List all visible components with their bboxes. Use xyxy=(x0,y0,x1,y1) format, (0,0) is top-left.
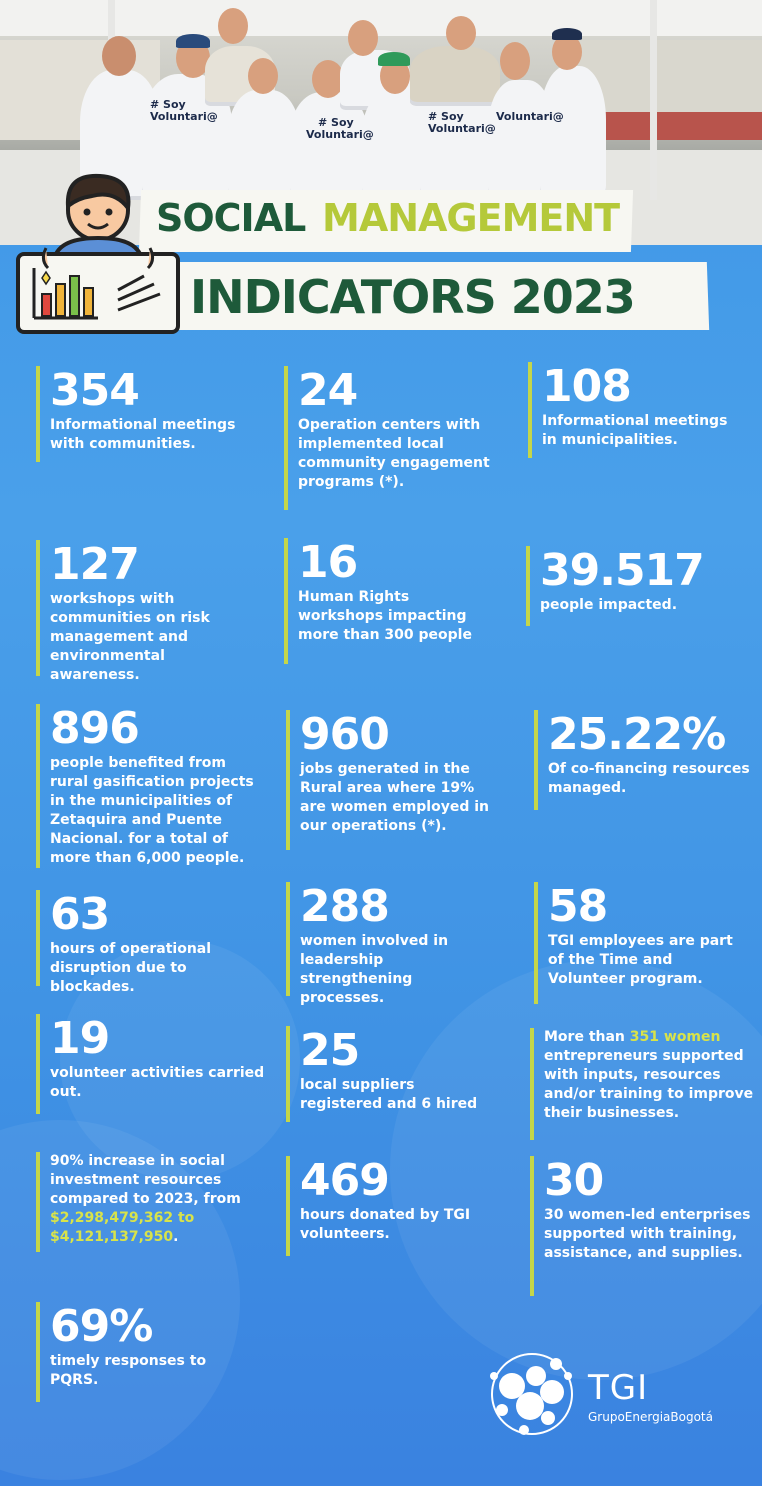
desc-end: . xyxy=(173,1229,179,1245)
indicator-description: Informational meetings with communities. xyxy=(50,417,236,452)
volunteer xyxy=(540,66,606,200)
volunteer-head xyxy=(248,58,278,94)
indicator-description: jobs generated in the Rural area where 19% are women employed in our operations (*). xyxy=(300,761,489,834)
tgi-logo xyxy=(484,1346,744,1446)
indicator-value: 63 xyxy=(50,889,110,940)
indicator-value: 16 xyxy=(298,537,358,588)
shirt-text: Voluntari@ xyxy=(496,110,564,123)
indicator-value: 354 xyxy=(50,365,139,416)
desc-suffix: entrepreneurs supported with inputs, resources and/or training to improve their businesses. xyxy=(544,1048,754,1121)
indicator-card xyxy=(526,546,745,626)
indicator-description: 30 women-led enterprises supported with training, assistance, and supplies. xyxy=(544,1207,751,1261)
desc-text: 90% increase in social investment resources compared to 2023, from xyxy=(50,1153,241,1207)
indicator-value: 58 xyxy=(548,881,608,932)
indicator-value: 896 xyxy=(50,703,139,754)
bubbles-logo-icon xyxy=(484,1346,580,1442)
indicator-description: Operation centers with implemented local community engagement programs (*). xyxy=(298,417,490,490)
indicator-description: TGI employees are part of the Time and Volunteer program. xyxy=(548,933,733,987)
indicator-card xyxy=(534,710,753,810)
brick-wall xyxy=(600,112,762,140)
logo-name: TGI xyxy=(588,1368,649,1408)
volunteer-head xyxy=(102,36,136,76)
indicator-card xyxy=(528,362,747,458)
volunteer-head xyxy=(446,16,476,50)
indicator-description: Human Rights workshops impacting more than 300 people xyxy=(298,589,472,643)
indicator-description: timely responses to PQRS. xyxy=(50,1353,207,1388)
shirt-text: # Soy xyxy=(318,116,354,129)
indicator-description xyxy=(544,1028,754,1123)
indicator-description: volunteer activities carried out. xyxy=(50,1065,265,1100)
indicator-description: Informational meetings in municipalities. xyxy=(542,413,728,448)
indicator-value: 30 xyxy=(544,1155,604,1206)
indicator-card xyxy=(36,889,266,995)
cap xyxy=(378,52,410,66)
logo-subtitle: GrupoEnergiaBogotá xyxy=(588,1410,713,1424)
indicator-description: hours of operational disruption due to blockades. xyxy=(50,941,212,995)
indicator-card xyxy=(286,710,500,850)
indicator-description: people benefited from rural gasification projects in the municipalities of Zetaquira and Puente Nacional. for a total of more than 6,000 people. xyxy=(50,755,254,866)
indicator-value: 24 xyxy=(298,365,358,416)
volunteer-head xyxy=(218,8,248,44)
shirt-text: # Soy xyxy=(428,110,464,123)
women-entrepreneurs-card xyxy=(530,1028,754,1140)
shirt-text: Voluntari@ xyxy=(428,122,496,135)
highlight-value: 351 women xyxy=(629,1029,721,1045)
indicator-description: local suppliers registered and 6 hired xyxy=(300,1077,478,1112)
indicator-value: 288 xyxy=(300,881,389,932)
indicator-value: 25 xyxy=(300,1025,360,1076)
volunteer xyxy=(410,46,500,106)
indicator-description: workshops with communities on risk management and environmental awareness. xyxy=(50,591,210,683)
indicator-value: 127 xyxy=(50,539,139,590)
indicator-description: Of co-financing resources managed. xyxy=(548,761,750,796)
shirt-text: # Soy xyxy=(150,98,186,111)
indicator-card xyxy=(534,882,753,1004)
indicator-card xyxy=(286,881,500,1006)
highlight-value: $2,298,479,362 to $4,121,137,950 xyxy=(50,1210,195,1245)
volunteer-head xyxy=(500,42,530,80)
title-social: SOCIAL xyxy=(156,196,306,240)
indicator-value: 69% xyxy=(50,1301,153,1352)
cap xyxy=(176,34,210,48)
shirt-text: Voluntari@ xyxy=(150,110,218,123)
indicator-card xyxy=(36,704,266,868)
indicator-card xyxy=(36,366,250,462)
indicator-card xyxy=(36,1014,266,1114)
mascot-chart-icon xyxy=(14,168,184,338)
indicator-card xyxy=(530,1156,754,1296)
indicator-card xyxy=(286,1026,500,1122)
indicator-description xyxy=(50,1152,260,1247)
indicator-value: 960 xyxy=(300,709,389,760)
title-indicators: INDICATORS 2023 xyxy=(190,270,635,324)
investment-card xyxy=(36,1152,260,1252)
indicator-value: 469 xyxy=(300,1155,389,1206)
indicator-description: women involved in leadership strengthening processes. xyxy=(300,933,449,1006)
indicator-card xyxy=(36,1302,250,1402)
indicator-value: 19 xyxy=(50,1013,110,1064)
cap xyxy=(552,28,582,40)
indicator-card xyxy=(286,1156,500,1256)
desc-prefix: More than xyxy=(544,1029,630,1045)
shirt-text: Voluntari@ xyxy=(306,128,374,141)
indicator-value: 108 xyxy=(542,361,631,412)
title-management: MANAGEMENT xyxy=(322,196,620,240)
indicator-description: hours donated by TGI volunteers. xyxy=(300,1207,471,1242)
indicator-card xyxy=(284,538,498,664)
indicator-card xyxy=(36,539,250,683)
indicator-description: people impacted. xyxy=(540,597,678,613)
volunteer-head xyxy=(348,20,378,56)
indicator-value: 39.517 xyxy=(540,545,704,596)
indicator-value: 25.22% xyxy=(548,709,726,760)
indicator-card xyxy=(284,366,498,510)
tent-pole xyxy=(650,0,657,200)
